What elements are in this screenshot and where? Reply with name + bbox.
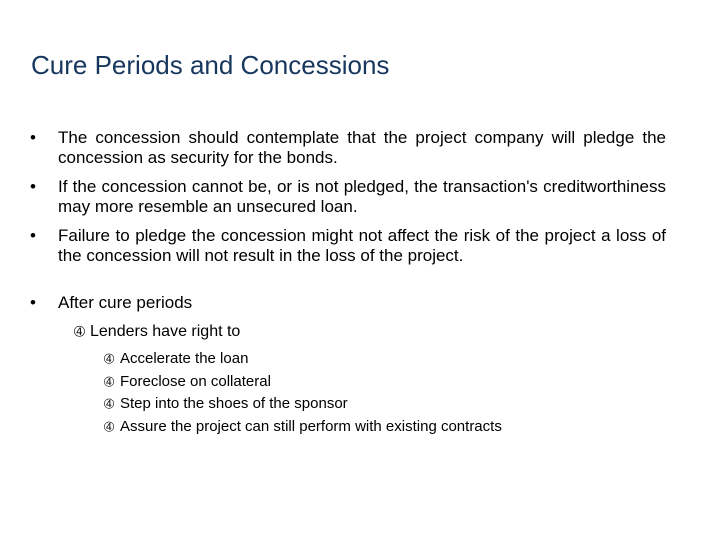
sub-sub-bullet bbox=[104, 371, 666, 394]
bullet-text: Failure to pledge the concession might not affect the risk of the project a loss of the concession will not result in the loss of the project. bbox=[58, 226, 666, 265]
sub-heading: Lenders have right to bbox=[90, 323, 241, 340]
bullet-icon: • bbox=[30, 177, 36, 196]
bullet-icon: • bbox=[30, 128, 36, 147]
bullet-item bbox=[30, 226, 666, 266]
sub-item-text: Accelerate the loan bbox=[120, 350, 249, 367]
sub-item-text: Foreclose on collateral bbox=[120, 372, 271, 390]
bullet-text: If the concession cannot be, or is not pledged, the transaction's creditworthiness may more resemble an unsecured loan. bbox=[58, 177, 666, 216]
circled-four-icon: ➃ bbox=[104, 352, 115, 366]
bullet-icon: • bbox=[30, 293, 36, 312]
slide-title: Cure Periods and Concessions bbox=[31, 50, 390, 80]
circled-four-icon: ➃ bbox=[104, 374, 115, 389]
bullet-text: After cure periods bbox=[58, 293, 193, 312]
bullet-text: The concession should contemplate that the project company will pledge the concession as security for the bonds. bbox=[58, 128, 666, 167]
sub-bullet bbox=[74, 322, 666, 342]
bullet-item bbox=[30, 177, 666, 217]
circled-four-icon: ➃ bbox=[104, 397, 115, 411]
sub-item-text: Step into the shoes of the sponsor bbox=[120, 395, 348, 412]
sub-sub-bullet bbox=[104, 416, 666, 439]
sub-item-text: Assure the project can still perform with existing contracts bbox=[120, 417, 502, 435]
circled-four-icon: ➃ bbox=[104, 419, 115, 434]
sub-sub-bullet bbox=[104, 348, 666, 371]
sub-sub-bullet bbox=[104, 393, 666, 416]
slide-body bbox=[30, 128, 666, 438]
bullet-item bbox=[30, 128, 666, 168]
spacer bbox=[30, 275, 666, 293]
bullet-icon: • bbox=[30, 226, 36, 245]
circled-four-icon: ➃ bbox=[74, 324, 85, 339]
bullet-item bbox=[30, 293, 666, 313]
